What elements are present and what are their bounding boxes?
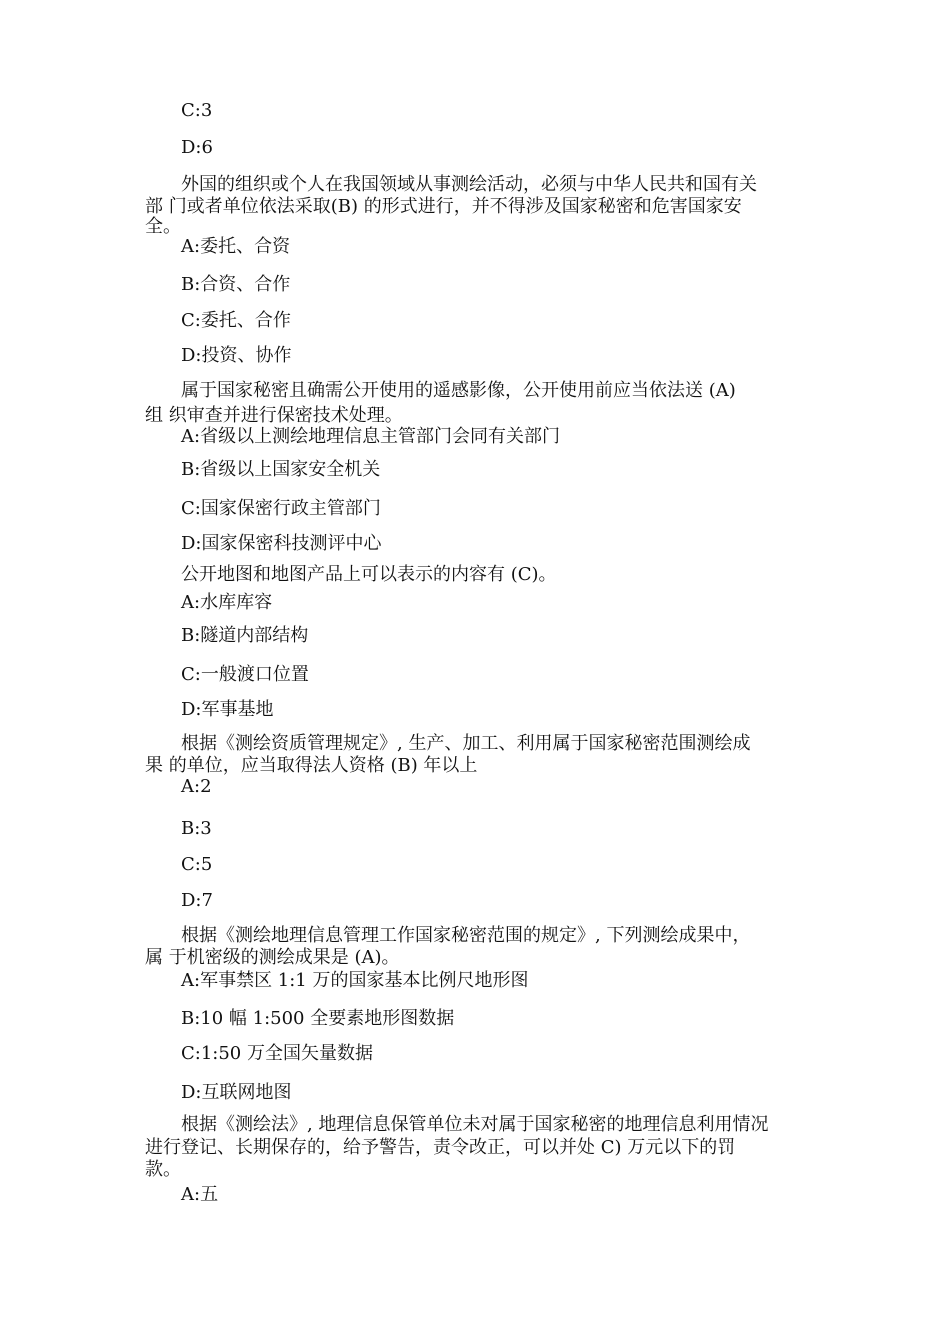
question-text-continued: 部 门或者单位依法采取(B) 的形式进行，并不得涉及国家秘密和危害国家安 xyxy=(145,196,742,217)
question-text-continued: 款。 xyxy=(145,1159,181,1180)
question-text: 属于国家秘密且确需公开使用的遥感影像，公开使用前应当依法送 (A) xyxy=(181,380,736,401)
option-c: C:一般渡口位置 xyxy=(181,664,309,685)
question-text-continued: 组 织审查并进行保密技术处理。 xyxy=(145,405,403,426)
question-text: 根据《测绘法》, 地理信息保管单位未对属于国家秘密的地理信息利用情况 xyxy=(181,1114,769,1135)
option-c: C:5 xyxy=(181,854,213,875)
option-c: C:国家保密行政主管部门 xyxy=(181,498,381,519)
question-text-continued: 属 于机密级的测绘成果是 (A)。 xyxy=(145,947,400,968)
option-a: A:2 xyxy=(181,776,212,797)
option-a: A:委托、合资 xyxy=(181,236,291,257)
question-text: 外国的组织或个人在我国领域从事测绘活动，必须与中华人民共和国有关 xyxy=(181,174,757,195)
option-a: A:省级以上测绘地理信息主管部门会同有关部门 xyxy=(181,426,561,447)
question-text-continued: 全。 xyxy=(145,216,181,237)
question-text: 根据《测绘资质管理规定》, 生产、加工、利用属于国家秘密范围测绘成 xyxy=(181,733,751,754)
option-a: A:水库库容 xyxy=(181,592,273,613)
question-text-continued: 果 的单位，应当取得法人资格 (B) 年以上 xyxy=(145,755,478,776)
option-a: A:五 xyxy=(181,1184,219,1205)
option-d: D:投资、协作 xyxy=(181,345,292,366)
option-c: C:1:50 万全国矢量数据 xyxy=(181,1043,373,1064)
option-d: D:互联网地图 xyxy=(181,1082,292,1103)
option-b: B:3 xyxy=(181,818,212,839)
option-d: D:国家保密科技测评中心 xyxy=(181,533,382,554)
option-d: D:6 xyxy=(181,137,213,158)
option-a: A:军事禁区 1:1 万的国家基本比例尺地形图 xyxy=(181,970,529,991)
question-text: 公开地图和地图产品上可以表示的内容有 (C)。 xyxy=(181,564,557,585)
question-text: 根据《测绘地理信息管理工作国家秘密范围的规定》, 下列测绘成果中， xyxy=(181,925,751,946)
option-b: B:省级以上国家安全机关 xyxy=(181,459,381,480)
option-d: D:7 xyxy=(181,890,213,911)
option-b: B:隧道内部结构 xyxy=(181,625,309,646)
option-b: B:10 幅 1:500 全要素地形图数据 xyxy=(181,1008,455,1029)
option-c: C:3 xyxy=(181,100,213,121)
option-b: B:合资、合作 xyxy=(181,274,291,295)
option-d: D:军事基地 xyxy=(181,699,274,720)
option-c: C:委托、合作 xyxy=(181,310,291,331)
question-text-continued: 进行登记、长期保存的，给予警告，责令改正，可以并处 C) 万元以下的罚 xyxy=(145,1137,736,1158)
